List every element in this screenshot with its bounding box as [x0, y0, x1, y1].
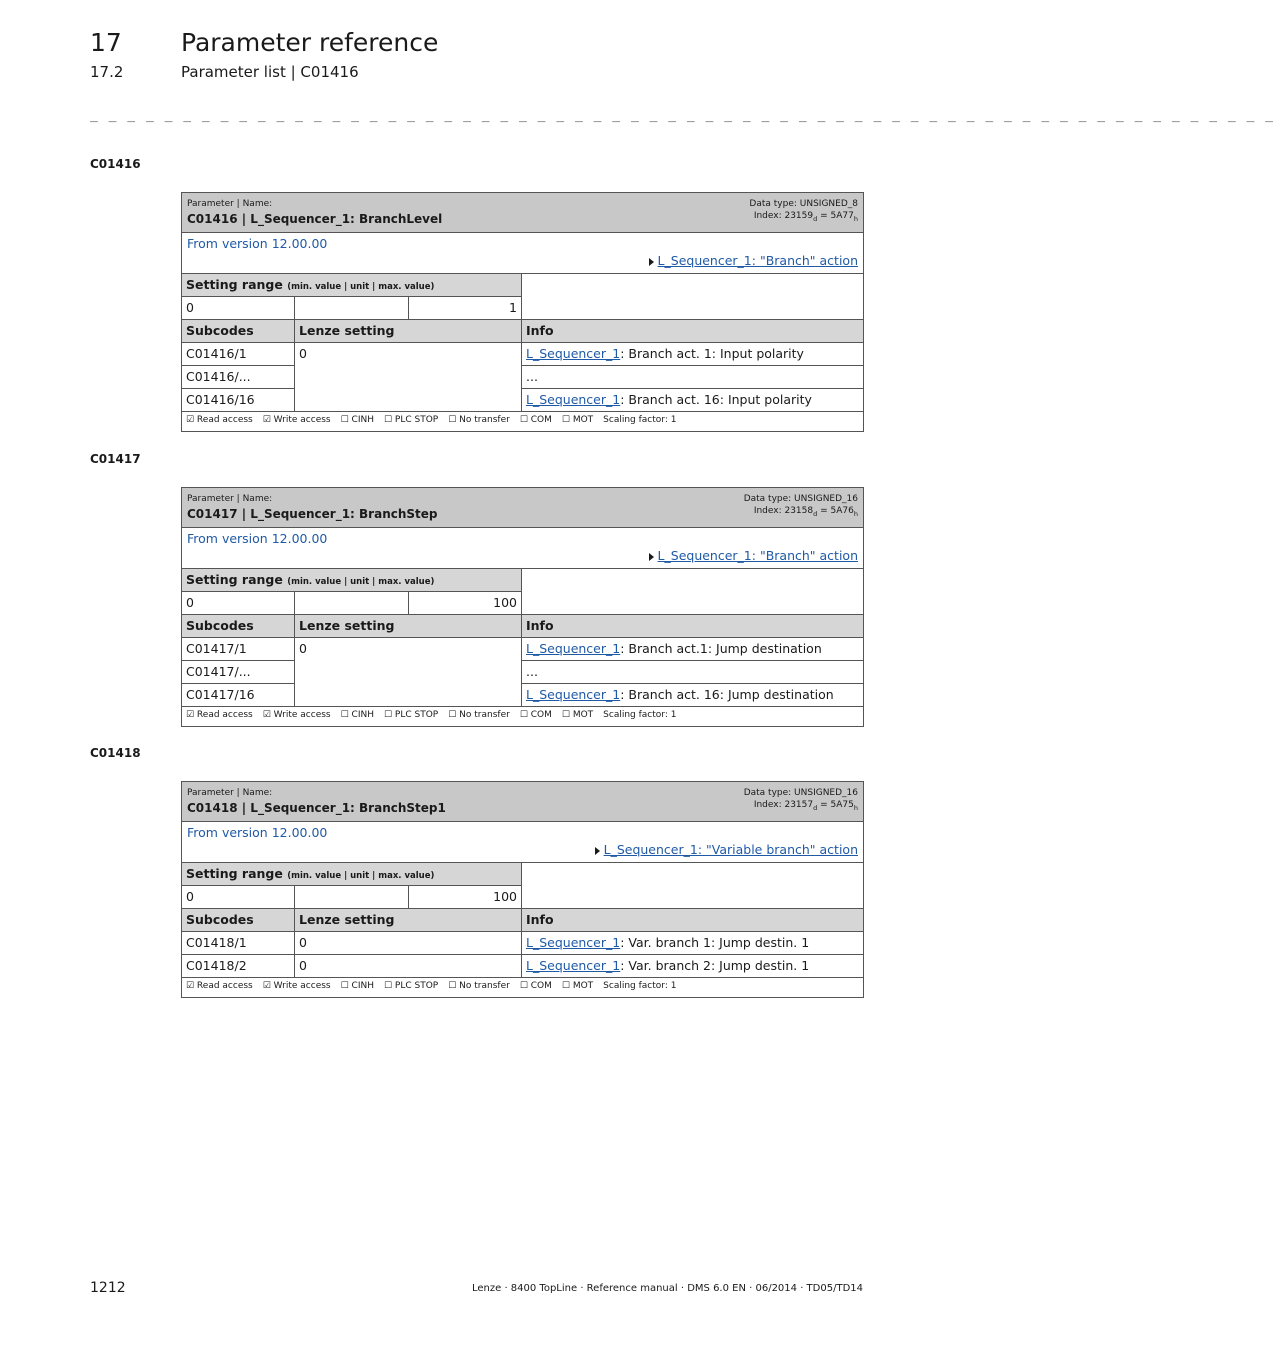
chapter-number: 17: [90, 28, 122, 57]
lenze-value: 0: [295, 932, 522, 955]
info-cell: ...: [522, 661, 863, 684]
param-title: C01418 | L_Sequencer_1: BranchStep1: [187, 801, 446, 815]
sequencer-link[interactable]: L_Sequencer_1: [526, 641, 621, 656]
param-title: C01416 | L_Sequencer_1: BranchLevel: [187, 212, 443, 226]
param-grid: [182, 274, 863, 412]
min-value: 0: [182, 297, 295, 320]
param-table: [181, 781, 864, 998]
sequencer-link[interactable]: L_Sequencer_1: [526, 687, 621, 702]
subcodes-header: Subcodes: [182, 909, 295, 932]
info-cell: L_Sequencer_1: Var. branch 2: Jump destin. 1: [522, 955, 863, 978]
subcode-cell: C01418/2: [182, 955, 295, 978]
subcode-cell: C01417/...: [182, 661, 295, 684]
code-heading: C01416: [90, 157, 141, 171]
max-value: 100: [409, 592, 522, 615]
action-link[interactable]: L_Sequencer_1: "Variable branch" action: [595, 842, 858, 857]
sequencer-link[interactable]: L_Sequencer_1: [526, 392, 621, 407]
info-cell: L_Sequencer_1: Branch act. 1: Input polarity: [522, 343, 863, 366]
param-index: Index: $23158_d = 5A76_h$: [753, 506, 858, 518]
subcode-cell: C01416/...: [182, 366, 295, 389]
subcode-cell: C01416/16: [182, 389, 295, 412]
arrow-right-icon: [649, 553, 654, 561]
blank-cell: [522, 274, 863, 320]
arrow-right-icon: [649, 258, 654, 266]
document-footer: Lenze · 8400 TopLine · Reference manual · DMS 6.0 EN · 06/2014 · TD05/TD14: [471, 1283, 863, 1294]
max-value: 100: [409, 886, 522, 909]
info-header: Info: [522, 615, 863, 638]
lenze-setting-header: Lenze setting: [295, 615, 522, 638]
subcode-cell: C01418/1: [182, 932, 295, 955]
blank-cell: [522, 863, 863, 909]
action-link[interactable]: L_Sequencer_1: "Branch" action: [649, 253, 858, 268]
version-text: From version 12.00.00: [187, 531, 328, 546]
data-type: Data type: UNSIGNED_16: [743, 788, 858, 798]
min-value: 0: [182, 886, 295, 909]
setting-range-header: Setting range (min. value | unit | max. value): [182, 274, 522, 297]
version-row: [182, 528, 863, 569]
param-name-label: Parameter | Name:: [187, 788, 273, 798]
param-title: C01417 | L_Sequencer_1: BranchStep: [187, 507, 438, 521]
sequencer-link[interactable]: L_Sequencer_1: [526, 935, 621, 950]
info-cell: L_Sequencer_1: Var. branch 1: Jump destin. 1: [522, 932, 863, 955]
param-name-label: Parameter | Name:: [187, 494, 273, 504]
section-number: 17.2: [90, 63, 124, 81]
arrow-right-icon: [595, 847, 600, 855]
param-name-label: Parameter | Name:: [187, 199, 273, 209]
lenze-value: 0: [295, 638, 522, 707]
param-header: [182, 782, 863, 822]
info-cell: L_Sequencer_1: Branch act. 16: Jump destination: [522, 684, 863, 707]
lenze-setting-header: Lenze setting: [295, 909, 522, 932]
info-cell: L_Sequencer_1: Branch act.1: Jump destination: [522, 638, 863, 661]
unit-value: [295, 592, 409, 615]
sequencer-link[interactable]: L_Sequencer_1: [526, 346, 621, 361]
page-number: 1212: [90, 1280, 126, 1296]
action-link[interactable]: L_Sequencer_1: "Branch" action: [649, 548, 858, 563]
lenze-setting-header: Lenze setting: [295, 320, 522, 343]
subcode-cell: C01417/1: [182, 638, 295, 661]
param-table: [181, 192, 864, 432]
code-heading: C01417: [90, 452, 141, 466]
dash-separator: _ _ _ _ _ _ _ _ _ _ _ _ _ _ _ _ _ _ _ _ _ _ _ _ _ _ _ _ _ _ _ _ _ _ _ _ _ _ _ _ _ _ _ _ _ _ _ _ _ _ _ _ _ _ _ _ _ _ _ _ _ _ _ _: [90, 108, 1275, 123]
subcode-cell: C01417/16: [182, 684, 295, 707]
param-grid: [182, 863, 863, 978]
subcode-cell: C01416/1: [182, 343, 295, 366]
param-table: [181, 487, 864, 727]
access-footer: ☑ Read access ☑ Write access ☐ CINH ☐ PLC STOP ☐ No transfer ☐ COM ☐ MOT Scaling factor: 1: [186, 710, 677, 720]
info-cell: L_Sequencer_1: Branch act. 16: Input polarity: [522, 389, 863, 412]
info-header: Info: [522, 320, 863, 343]
blank-cell: [522, 569, 863, 615]
setting-range-header: Setting range (min. value | unit | max. value): [182, 863, 522, 886]
sequencer-link[interactable]: L_Sequencer_1: [526, 958, 621, 973]
access-footer: ☑ Read access ☑ Write access ☐ CINH ☐ PLC STOP ☐ No transfer ☐ COM ☐ MOT Scaling factor: 1: [186, 981, 677, 991]
info-header: Info: [522, 909, 863, 932]
setting-range-header: Setting range (min. value | unit | max. value): [182, 569, 522, 592]
info-cell: ...: [522, 366, 863, 389]
unit-value: [295, 886, 409, 909]
unit-value: [295, 297, 409, 320]
access-footer: ☑ Read access ☑ Write access ☐ CINH ☐ PLC STOP ☐ No transfer ☐ COM ☐ MOT Scaling factor: 1: [186, 415, 677, 425]
lenze-value: 0: [295, 343, 522, 412]
param-header: [182, 488, 863, 528]
section-title: Parameter list | C01416: [181, 63, 359, 81]
version-text: From version 12.00.00: [187, 825, 328, 840]
lenze-value: 0: [295, 955, 522, 978]
version-row: [182, 822, 863, 863]
param-index: Index: $23157_d = 5A75_h$: [753, 800, 858, 812]
version-row: [182, 233, 863, 274]
param-grid: [182, 569, 863, 707]
chapter-title: Parameter reference: [181, 28, 439, 57]
param-header: [182, 193, 863, 233]
subcodes-header: Subcodes: [182, 320, 295, 343]
max-value: 1: [409, 297, 522, 320]
subcodes-header: Subcodes: [182, 615, 295, 638]
code-heading: C01418: [90, 746, 141, 760]
data-type: Data type: UNSIGNED_16: [743, 494, 858, 504]
min-value: 0: [182, 592, 295, 615]
data-type: Data type: UNSIGNED_8: [749, 199, 858, 209]
param-index: Index: $23159_d = 5A77_h$: [753, 211, 858, 223]
version-text: From version 12.00.00: [187, 236, 328, 251]
